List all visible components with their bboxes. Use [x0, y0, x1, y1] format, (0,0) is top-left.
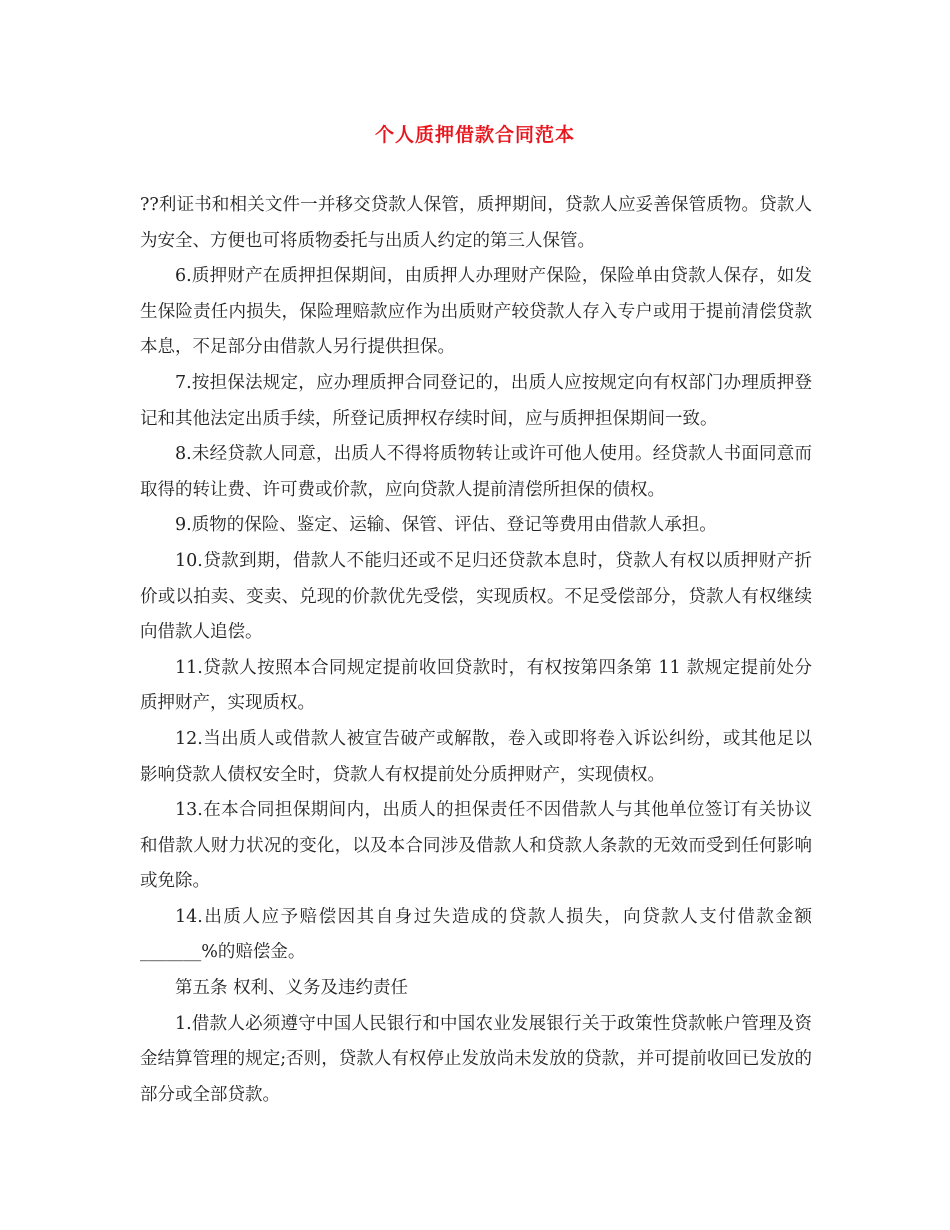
- paragraph-item-8: 8.未经贷款人同意，出质人不得将质物转让或许可他人使用。经贷款人书面同意而取得的转让费、许可费或价款，应向贷款人提前清偿所担保的债权。: [140, 444, 812, 500]
- paragraph-continuation: ??利证书和相关文件一并移交贷款人保管，质押期间，贷款人应妥善保管质物。贷款人为安全、方便也可将质物委托与出质人约定的第三人保管。: [140, 195, 812, 251]
- paragraph-item-12: 12.当出质人或借款人被宣告破产或解散，卷入或即将卷入诉讼纠纷，或其他足以影响贷款人债权安全时，贷款人有权提前处分质押财产，实现债权。: [140, 728, 812, 785]
- paragraph-item-13: 13.在本合同担保期间内，出质人的担保责任不因借款人与其他单位签订有关协议和借款人财力状况的变化，以及本合同涉及借款人和贷款人条款的无效而受到任何影响或免除。: [140, 800, 812, 892]
- section-heading-article-5: 第五条 权利、义务及违约责任: [175, 978, 409, 999]
- document-title: 个人质押借款合同范本: [374, 124, 575, 146]
- paragraph-item-10: 10.贷款到期，借款人不能归还或不足归还贷款本息时，贷款人有权以质押财产折价或以拍卖、变卖、兑现的价款优先受偿，实现质权。不足受偿部分，贷款人有权继续向借款人追偿。: [140, 550, 812, 643]
- document-body: [140, 188, 812, 1113]
- paragraph-item-6: 6.质押财产在质押担保期间，由质押人办理财产保险，保险单由贷款人保存，如发生保险责任内损失，保险理赔款应作为出质财产较贷款人存入专户或用于提前清偿贷款本息，不足部分由借款人另行提供担保。: [140, 266, 812, 358]
- paragraph-article-5-item-1: 1.借款人必须遵守中国人民银行和中国农业发展银行关于政策性贷款帐户管理及资金结算管理的规定;否则，贷款人有权停止发放尚未发放的贷款，并可提前收回已发放的部分或全部贷款。: [140, 1013, 812, 1105]
- paragraph-item-11: 11.贷款人按照本合同规定提前收回贷款时，有权按第四条第 11 款规定提前处分质押财产，实现质权。: [140, 657, 812, 714]
- paragraph-item-7: 7.按担保法规定，应办理质押合同登记的，出质人应按规定向有权部门办理质押登记和其他法定出质手续，所登记质押权存续时间，应与质押担保期间一致。: [140, 372, 812, 429]
- paragraph-item-9: 9.质物的保险、鉴定、运输、保管、评估、登记等费用由借款人承担。: [175, 515, 717, 536]
- paragraph-item-14: 14.出质人应予赔偿因其自身过失造成的贷款人损失，向贷款人支付借款金额_______%的赔偿金。: [140, 906, 812, 963]
